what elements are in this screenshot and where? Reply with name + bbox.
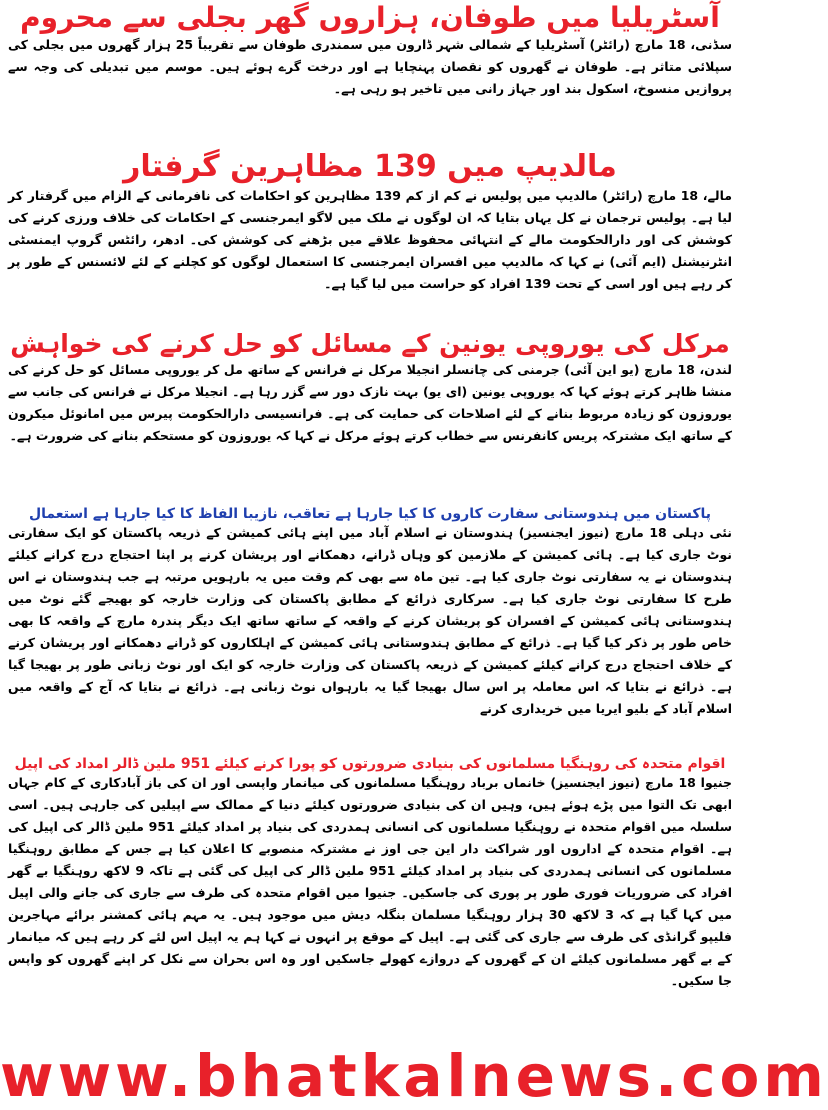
article-merkel-eu [8, 330, 732, 447]
body-un-rohingya-appeal: جنیوا 18 مارچ (نیوز ایجنسیز) خانماں برباد روہنگیا مسلمانوں کی میانمار واپسی اور ان کی باز آبادکاری کے کام جہاں ابھی تک التوا میں پڑے ہوئے ہیں، وہیں ان کی بنیادی ضرورتوں کیلئے دنیا کے ممالک سے اپیلیں کی جارہی ہیں۔ اسی سلسلہ میں اقوام متحدہ نے روہنگیا مسلمانوں کی انسانی ہمدردی کی بنیاد پر امداد کیلئے 951 ملین ڈالر کی اپیل کی ہے۔ اقوام متحدہ کے اداروں اور شراکت دار این جی اوز نے مشترکہ منصوبے کا اعلان کیا ہے جس کے مطابق روہنگیا مسلمانوں کی انسانی ہمدردی کی بنیاد پر امداد کیلئے 951 ملین ڈالر کی اپیل کی گئی ہے تاکہ 9 لاکھ روہنگیا بے گھر افراد کی ضروریات فوری طور پر پوری کی جاسکیں۔ جنیوا میں اقوام متحدہ کی طرف سے جاری کی جانے والی اپیل میں کہا گیا ہے کہ 3 لاکھ 30 ہزار روہنگیا مسلمان بنگلہ دیش میں موجود ہیں۔ یہ مہم ہائی کمشنر برائے مہاجرین فلیپو گرانڈی کی طرف سے جاری کی گئی ہے۔ اپیل کے موقع پر انہوں نے کہا ہم یہ اپیل اس لئے کر رہے ہیں کہ میانمار کے بے گھر مسلمانوں کیلئے ان کے گھروں کے دروازے کھولے جاسکیں اور وہ اس بحران سے نکل کر اپنے گھروں کو واپس جا سکیں۔ [8, 775, 733, 989]
article-australia-storm [8, 2, 732, 100]
body-maldives-arrests: مالے، 18 مارچ (رائٹر) مالدیپ میں پولیس نے کم از کم 139 مظاہرین کو احکامات کی نافرمانی کے الزام میں گرفتار کر لیا ہے۔ پولیس ترجمان نے کل یہاں بتایا کہ ان لوگوں نے ملک میں لاگو ایمرجنسی کے احکامات کی خلاف ورزی کرنے کی کوشش کی اور دارالحکومت مالے کے انتہائی محفوظ علاقے میں بڑھنے کی کوشش کی۔ ادھر، رائٹس گروپ ایمنسٹی انٹرنیشنل (ایم آئی) نے کہا کہ مالدیپ میں افسران ایمرجنسی کا استعمال لوگوں کو کچلنے کے لئے لائسنس کے طور پر کر رہے ہیں اور اسی کے تحت 139 افراد کو حراست میں لیا گیا ہے۔ [8, 187, 733, 291]
body-australia-storm: سڈنی، 18 مارچ (رائٹر) آسٹریلیا کے شمالی شہر ڈارون میں سمندری طوفان سے تقریباً 25 ہزار گھروں میں بجلی کی سپلائی متاثر ہے۔ طوفان نے گھروں کو نقصان پہنچایا ہے اور درخت گرے ہوئے ہیں۔ موسم میں تبدیلی کی وجہ سے پروازیں منسوخ، اسکول بند اور جہاز رانی میں تاخیر ہو رہی ہے۔ [8, 37, 732, 97]
headline-maldives-arrests: مالدیپ میں 139 مظاہرین گرفتار [123, 149, 617, 184]
body-pakistan-diplomats: نئی دہلی 18 مارچ (نیوز ایجنسیز) ہندوستان نے اسلام آباد میں اپنے ہائی کمیشن کے ذریعہ پاکستان کو ایک سفارتی نوٹ جاری کیا ہے۔ ہائی کمیشن کے ملازمین کو وہاں ڈرانے، دھمکانے اور پریشان کرنے پر اپنا احتجاج درج کرانے کیلئے ہندوستان نے یہ سفارتی نوٹ جاری کیا ہے۔ تین ماہ سے بھی کم وقت میں یہ بارہویں مرتبہ ہے جب ہندوستان نے اس طرح کا سفارتی نوٹ جاری کیا ہے۔ سرکاری ذرائع کے مطابق پاکستان کی وزارت خارجہ کو بھیجے گئے نوٹ میں ہندوستانی ہائی کمیشن کے افسران کو پریشان کرنے کے واقعہ کے ساتھ ساتھ ایک دیگر پندرہ مارچ کے واقعہ کا بھی خاص طور پر ذکر کیا گیا ہے۔ ذرائع کے مطابق ہندوستانی ہائی کمیشن کے اہلکاروں کو ڈرانے دھمکانے اور پریشان کرنے کے خلاف احتجاج درج کرانے کیلئے کمیشن کے ذریعہ پاکستان کی وزارت خارجہ کو ایک اور نوٹ زبانی طور پر بھیجا گیا ہے۔ ذرائع نے بتایا کہ اس معاملہ پر اس سال بھیجا گیا یہ بارہواں نوٹ زبانی ہے۔ ذرائع نے بتایا کہ آج کے واقعہ میں اسلام آباد کے بلیو ایریا میں خریداری کرنے [8, 525, 732, 717]
headline-australia-storm: آسٹریلیا میں طوفان، ہزاروں گھر بجلی سے محروم [20, 1, 720, 34]
article-un-rohingya-appeal [8, 756, 732, 992]
headline-un-rohingya-appeal: اقوام متحدہ کی روہنگیا مسلمانوں کی بنیادی ضرورتوں کو پورا کرنے کیلئے 951 ملین ڈالر امداد کی اپیل [14, 756, 726, 772]
headline-merkel-eu: مرکل کی یوروپی یونین کے مسائل کو حل کرنے کی خواہش [10, 329, 730, 358]
article-pakistan-diplomats [8, 506, 732, 720]
body-merkel-eu: لندن، 18 مارچ (یو این آئی) جرمنی کی چانسلر انجیلا مرکل نے فرانس کے ساتھ مل کر یوروپی مسائل کو حل کرنے کی منشا ظاہر کرتے ہوئے کہا کہ یوروپی یونین (ای یو) بہت نازک دور سے گزر رہا ہے۔ انجیلا مرکل نے فرانس کی جانب سے یوروزون کو زیادہ مربوط بنانے کے لئے اصلاحات کی حمایت کی ہے۔ فرانسیسی دارالحکومت پیرس میں امانوئل میکرون کے ساتھ ایک مشترکہ پریس کانفرنس سے خطاب کرتے ہوئے مرکل نے کہا کہ یوروزون کو مستحکم بنانے کی ضرورت ہے۔ [8, 361, 732, 443]
headline-pakistan-diplomats: پاکستان میں ہندوستانی سفارت کاروں کا کیا جارہا ہے تعاقب، نازیبا الفاظ کا کیا جارہا ہے استعمال [29, 506, 711, 522]
article-maldives-arrests [8, 150, 732, 295]
site-url-footer: www.bhatkalnews.com [0, 1042, 828, 1110]
